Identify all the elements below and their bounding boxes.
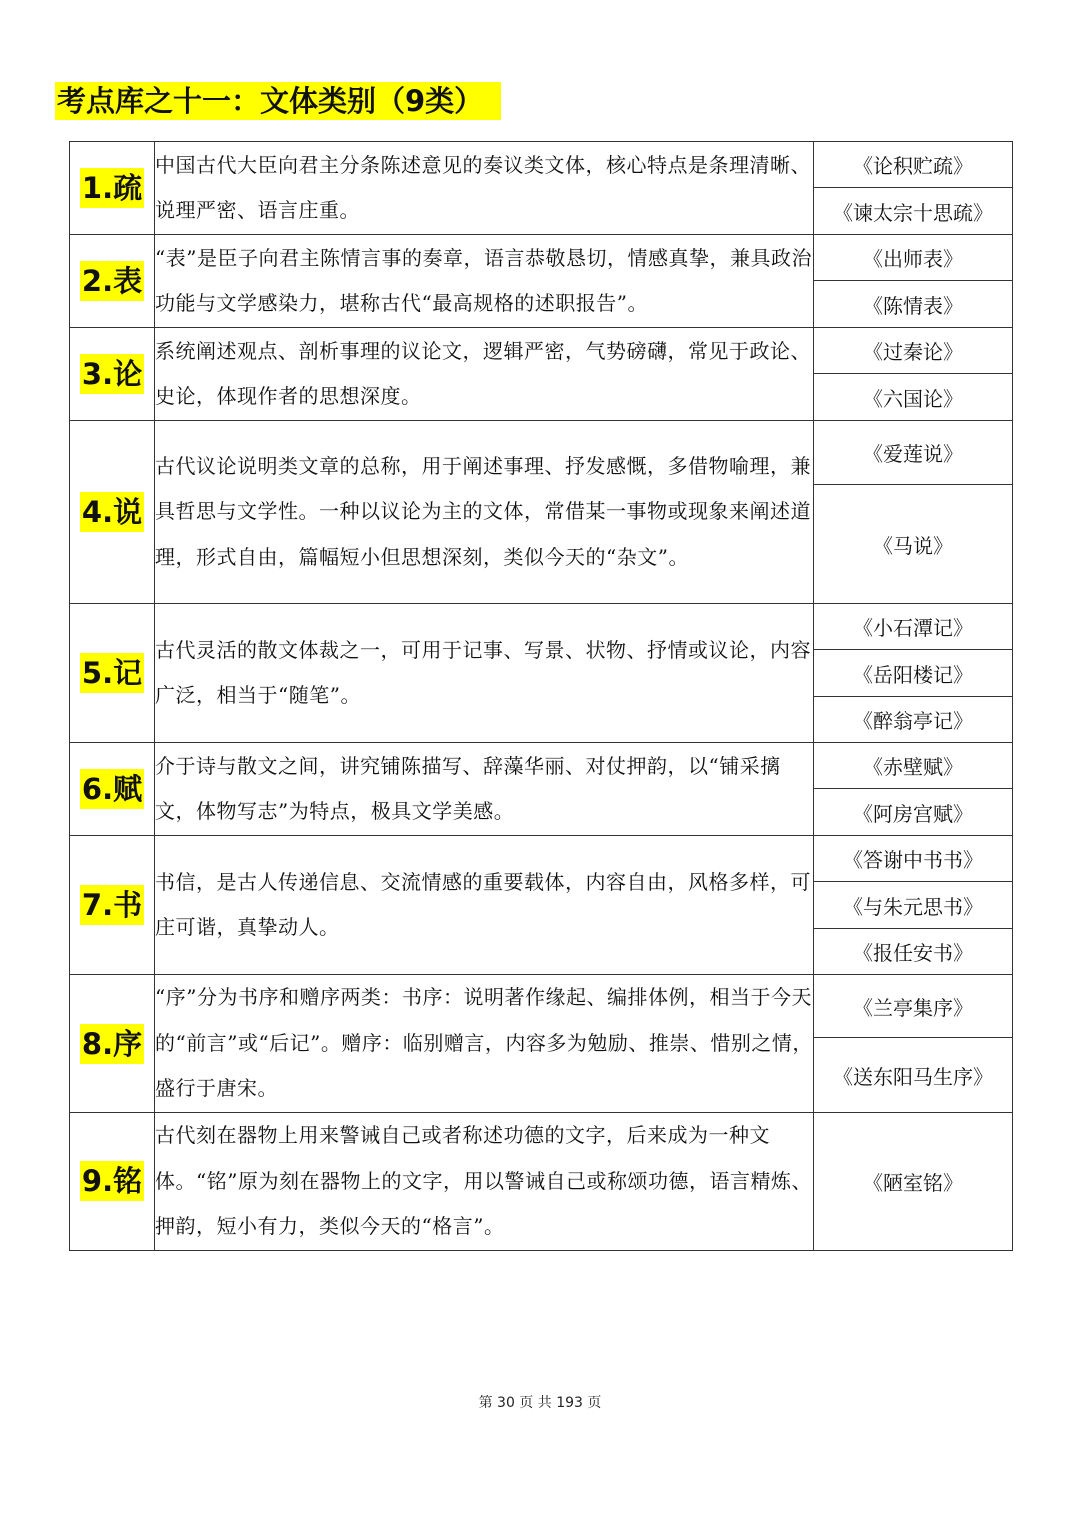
category-cell: [70, 142, 155, 235]
works-cell: [814, 235, 1013, 328]
work-title: 《与朱元思书》: [814, 881, 1012, 928]
description-text: 介于诗与散文之间，讲究铺陈描写、辞藻华丽、对仗押韵，以“铺采摛文，体物写志”为特点，极具文学美感。: [155, 753, 781, 823]
page-footer: 第 30 页 共 193 页: [478, 1395, 602, 1411]
works-cell: [814, 1113, 1013, 1251]
work-title: 《醉翁亭记》: [814, 696, 1012, 742]
work-title: 《陈情表》: [814, 280, 1012, 327]
work-title: 《岳阳楼记》: [814, 649, 1012, 696]
category-label: 3.论: [80, 354, 144, 394]
category-cell: [70, 743, 155, 836]
work-title: 《六国论》: [814, 373, 1012, 420]
description-cell: [155, 235, 814, 328]
category-cell: [70, 836, 155, 975]
category-label: 1.疏: [80, 168, 144, 208]
description-cell: [155, 142, 814, 235]
work-title: 《谏太宗十思疏》: [814, 187, 1012, 234]
works-cell: [814, 975, 1013, 1113]
description-cell: [155, 836, 814, 975]
work-title: 《送东阳马生序》: [814, 1037, 1012, 1112]
table-row: [70, 604, 1013, 743]
description-text: 中国古代大臣向君主分条陈述意见的奏议类文体，核心特点是条理清晰、说理严密、语言庄重。: [155, 152, 811, 222]
category-label: 6.赋: [80, 769, 144, 809]
description-cell: [155, 975, 814, 1113]
work-title: 《答谢中书书》: [843, 848, 983, 872]
description-cell: [155, 421, 814, 604]
category-cell: [70, 604, 155, 743]
table-row: [70, 836, 1013, 975]
description-cell: [155, 328, 814, 421]
works-cell: [814, 328, 1013, 421]
works-cell: [814, 142, 1013, 235]
description-text: 古代议论说明类文章的总称，用于阐述事理、抒发感慨，多借物喻理，兼具哲思与文学性。一种以议论为主的文体，常借某一事物或现象来阐述道理，形式自由，篇幅短小但思想深刻，类似今天的“杂文”。: [155, 453, 811, 569]
work-title: 《马说》: [814, 484, 1012, 603]
works-cell: [814, 743, 1013, 836]
category-label: 7.书: [80, 885, 144, 925]
category-label: 8.序: [80, 1024, 144, 1064]
category-label: 4.说: [80, 492, 144, 532]
works-cell: [814, 421, 1013, 604]
work-title: 《兰亭集序》: [853, 995, 973, 1020]
works-cell: [814, 604, 1013, 743]
category-label: 5.记: [80, 653, 144, 693]
category-cell: [70, 235, 155, 328]
description-cell: [155, 604, 814, 743]
description-cell: [155, 743, 814, 836]
work-title: 《赤壁赋》: [863, 755, 963, 779]
description-text: “序”分为书序和赠序两类：书序：说明著作缘起、编排体例，相当于今天的“前言”或“后记”。赠序：临别赠言，内容多为勉励、推崇、惜别之情，盛行于唐宋。: [155, 985, 813, 1101]
works-cell: [814, 836, 1013, 975]
category-cell: [70, 975, 155, 1113]
genre-table: [69, 141, 1013, 1251]
description-cell: [155, 1113, 814, 1251]
work-title: 《出师表》: [863, 247, 963, 271]
work-title: 《爱莲说》: [863, 442, 963, 466]
work-title: 《报任安书》: [814, 928, 1012, 974]
description-text: “表”是臣子向君主陈情言事的奏章，语言恭敬恳切，情感真挚，兼具政治功能与文学感染力，堪称古代“最高规格的述职报告”。: [155, 245, 812, 315]
table-row: [70, 421, 1013, 604]
category-cell: [70, 328, 155, 421]
category-cell: [70, 421, 155, 604]
category-cell: [70, 1113, 155, 1251]
description-text: 古代刻在器物上用来警诫自己或者称述功德的文字，后来成为一种文体。“铭”原为刻在器物上的文字，用以警诫自己或称颂功德，语言精炼、押韵，短小有力，类似今天的“格言”。: [155, 1123, 812, 1238]
description-text: 系统阐述观点、剖析事理的议论文，逻辑严密，气势磅礴，常见于政论、史论，体现作者的思想深度。: [155, 338, 811, 408]
table-row: [70, 328, 1013, 421]
work-title: 《论积贮疏》: [853, 154, 973, 178]
table-row: [70, 975, 1013, 1113]
work-title: 《小石潭记》: [853, 616, 973, 640]
work-title: 《陋室铭》: [863, 1170, 963, 1195]
table-row: [70, 142, 1013, 235]
table-row: [70, 235, 1013, 328]
category-label: 9.铭: [80, 1161, 144, 1201]
work-title: 《过秦论》: [863, 340, 963, 364]
page-title: 考点库之十一：文体类别（9类）: [55, 82, 501, 120]
table-row: [70, 1113, 1013, 1251]
work-title: 《阿房宫赋》: [814, 788, 1012, 835]
table-row: [70, 743, 1013, 836]
category-label: 2.表: [80, 261, 144, 301]
description-text: 古代灵活的散文体裁之一，可用于记事、写景、状物、抒情或议论，内容广泛，相当于“随笔”。: [155, 637, 811, 707]
description-text: 书信，是古人传递信息、交流情感的重要载体，内容自由，风格多样，可庄可谐，真挚动人。: [155, 869, 811, 939]
